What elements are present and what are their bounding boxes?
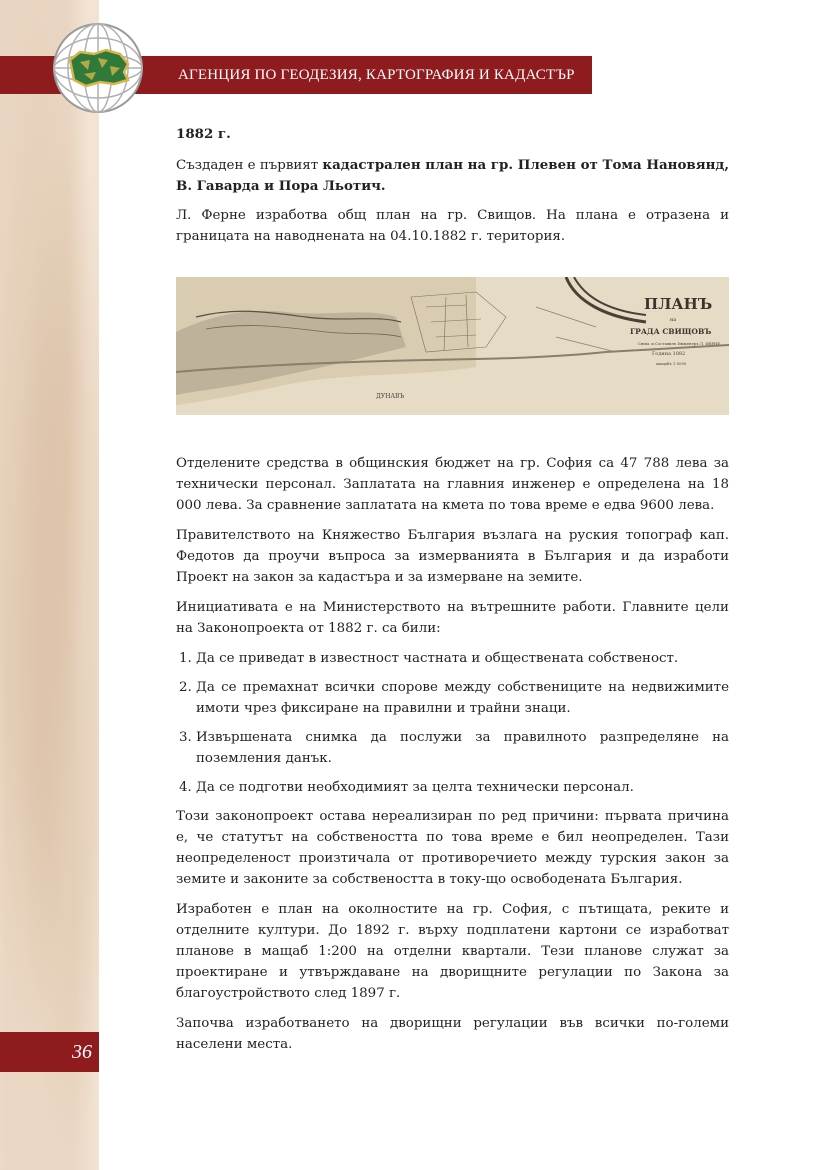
map-subtitle: на — [670, 317, 677, 323]
main-content — [176, 453, 729, 1064]
paragraph-sofia-plan: Изработен е план на околностите на гр. София, с пътищата, реките и отделните култури. До 1892 г. върху подплатени картони се изработват планове в мащаб 1:200 на отделни квартали. Тези планове служат за проектиране и утвърждаване на дворищните регулации по Закона за благоустройството след 1897 г. — [176, 902, 729, 1001]
paragraph-initiative: Инициативата е на Министерството на вътрешните работи. Главните цели на Законопроекта от 1882 г. са били: — [176, 600, 729, 636]
list-item: 1. Да се приведат в известност частната и обществената собственост. — [196, 648, 729, 669]
paragraph-budget: Отделените средства в общинския бюджет на гр. София са 47 788 лева за технически персонал. Заплатата на главния инженер е определена на 18 000 лева. За сравнение заплатата на кмета по това време е едва 9600 лева. — [176, 456, 729, 513]
list-item: 4. Да се подготви необходимият за целта технически персонал. — [196, 777, 729, 798]
map-line1: Сним. и Составилъ Инженеръ Л. ФЕРНЕ — [638, 341, 721, 346]
svishtov-historical-map — [176, 277, 729, 415]
header-title: АГЕНЦИЯ ПО ГЕОДЕЗИЯ, КАРТОГРАФИЯ И КАДАСТЪР — [178, 67, 575, 83]
list-item: 3. Извършената снимка да послужи за правилното разпределяне на поземления данък. — [196, 727, 729, 769]
list-item: 2. Да се премахнат всички спорове между собствениците на недвижимите имоти чрез фиксиране на правилни и трайни знаци. — [196, 677, 729, 719]
paragraph-regulations: Започва изработването на дворищни регулации във всички по-големи населени места. — [176, 1016, 729, 1052]
top-content — [176, 124, 729, 255]
page-number: 36 — [72, 1041, 92, 1063]
paragraph-pleven-bold: кадастрален план на гр. Плевен от Тома Нановянд, В. Гаварда и Пора Льотич. — [176, 157, 729, 194]
paragraph-unrealized: Този законопроект остава нереализиран по ред причини: първата причина е, че статутът на собствеността по това време е бил неопределен. Тази неопределеност произтичала от противоречието между турския закон за земите и законите за собствеността в току-що освободената България. — [176, 809, 729, 887]
map-line3: мащабъ 1:5000 — [656, 361, 687, 366]
decorative-side-band — [0, 0, 99, 1170]
goals-list — [176, 648, 729, 798]
paragraph-fedotov: Правителството на Княжество България възлага на руския топограф кап. Федотов да проучи въпроса за измерванията в България и да изработи Проект на закон за кадастъра и за измерване на земите. — [176, 528, 729, 585]
paragraph-pleven — [176, 155, 729, 197]
map-title: ПЛАНЪ — [644, 295, 713, 313]
map-line2: Година 1882 — [652, 351, 686, 357]
section-year: 1882 г. — [176, 126, 231, 142]
paragraph-svishtov: Л. Ферне изработва общ план на гр. Свищов. На плана е отразена и границата на наводнената на 04.10.1882 г. територия. — [176, 208, 729, 244]
agency-logo — [50, 20, 146, 116]
map-city: ГРАДА СВИЩОВЪ — [630, 327, 712, 336]
paragraph-pleven-text: Създаден е първият — [176, 158, 323, 173]
map-river-label: ДУНАВЪ — [376, 393, 405, 400]
